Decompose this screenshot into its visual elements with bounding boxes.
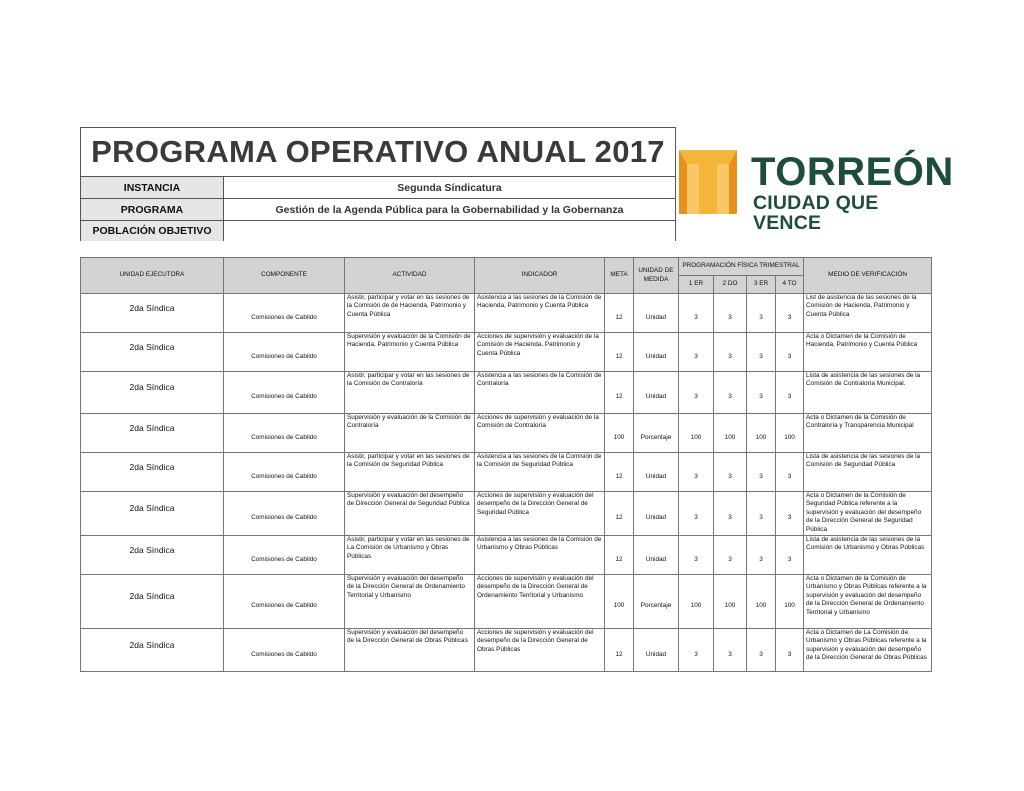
cell-unidad-medida: Unidad [634,629,679,672]
cell-meta: 12 [605,629,634,672]
table-row [81,414,932,453]
table-row [81,536,932,575]
cell-unidad-medida: Unidad [634,536,679,575]
cell-medio: Acta o Dictamen de la Comisión de Seguridad Pública referente a la supervisión y evaluación del desempeño de la Dirección General de Seguridad Pública [804,492,932,536]
unidad-label: 2da Síndica [129,422,175,433]
cell-meta: 100 [605,575,634,629]
header-row-poblacion [81,221,675,241]
col-header-q1: 1 ER [679,276,714,294]
torreon-logo [679,148,954,234]
cell-q3: 3 [747,294,776,333]
cell-q3: 100 [747,414,776,453]
cell-unidad-medida: Porcentaje [634,575,679,629]
cell-medio: Lista de asistencia de las sesiones de la Comisión de Contraloría Municipal. [804,372,932,414]
table-row [81,333,932,372]
cell-actividad: Supervisión y evaluación de la Comisión de Contraloría [345,414,475,453]
unidad-label: 2da Síndica [129,544,175,555]
cell-medio: Lista de asistencia de las sesiones de la Comisión de Seguridad Pública [804,453,932,492]
unidad-label: 2da Síndica [129,503,175,514]
cell-medio: Acta o Dictamen de La Comisión de Urbanismo y Obras Públicas referente a la supervisión y evaluación del desempeño de la Dirección General de Obras Públicas [804,629,932,672]
cell-q1: 100 [679,414,714,453]
unidad-label: 2da Síndica [129,302,175,313]
cell-q2: 3 [714,294,747,333]
cell-q3: 3 [747,453,776,492]
cell-componente: Comisiones de Cabildo [224,629,345,672]
col-header-actividad: ACTIVIDAD [345,258,475,294]
cell-q4: 3 [776,372,804,414]
cell-q2: 3 [714,492,747,536]
col-header-unidad: UNIDAD EJECUTORA [81,258,224,294]
cell-unidad [81,333,224,372]
cell-actividad: Asistir, participar y votar en las sesiones de La Comisión de Urbanismo y Obras Públicas [345,536,475,575]
cell-q2: 100 [714,414,747,453]
cell-unidad-medida: Unidad [634,333,679,372]
cell-actividad: Asistir, participar y votar en las sesiones de la Comisión de Seguridad Pública [345,453,475,492]
cell-meta: 12 [605,492,634,536]
col-header-medio: MEDIO DE VERIFICACIÓN [804,258,932,294]
cell-unidad [81,575,224,629]
cell-q4: 3 [776,294,804,333]
cell-actividad: Supervisión y evaluación del desempeño de la Dirección General de Ordenamiento Territorial y Urbanismo [345,575,475,629]
cell-q2: 100 [714,575,747,629]
col-header-indicador: INDICADOR [475,258,605,294]
cell-q3: 3 [747,372,776,414]
cell-unidad-medida: Unidad [634,372,679,414]
cell-q1: 3 [679,629,714,672]
cell-q4: 3 [776,629,804,672]
cell-meta: 12 [605,294,634,333]
header-label: INSTANCIA [81,177,224,198]
header-value: Gestión de la Agenda Pública para la Gobernabilidad y la Gobernanza [275,203,624,216]
cell-q3: 100 [747,575,776,629]
header-row-instancia [81,177,675,199]
cell-componente: Comisiones de Cabildo [224,492,345,536]
cell-unidad-medida: Unidad [634,453,679,492]
program-table [80,257,932,672]
torreon-logo-mark-icon [679,150,737,214]
cell-meta: 12 [605,333,634,372]
cell-medio: Lista de asistencia de las sesiones de la Comisión de Urbanismo y Obras Públicas [804,536,932,575]
cell-meta: 100 [605,414,634,453]
cell-q1: 3 [679,333,714,372]
cell-unidad-medida: Unidad [634,294,679,333]
col-header-q2: 2 DO [714,276,747,294]
cell-unidad [81,536,224,575]
cell-actividad: Supervisión y evaluación del desempeño de Dirección General de Seguridad Pública [345,492,475,536]
col-header-meta: META [605,258,634,294]
header-row-programa [81,199,675,221]
cell-indicador: Asistencia a las sesiones de la Comisión de Urbanismo y Obras Públicas [475,536,605,575]
cell-q3: 3 [747,536,776,575]
cell-componente: Comisiones de Cabildo [224,453,345,492]
header-value [224,221,675,241]
cell-unidad [81,492,224,536]
cell-q3: 3 [747,629,776,672]
cell-q4: 3 [776,492,804,536]
cell-q2: 3 [714,333,747,372]
cell-indicador: Acciones de supervisión y evaluación de la Comisión de Hacienda, Patrimonio y Cuenta Pública [475,333,605,372]
cell-indicador: Acciones de supervisión y evaluación del desempeño de la Dirección General de Seguridad Pública [475,492,605,536]
logo-wordmark: TORREÓN [751,150,954,194]
cell-q4: 3 [776,536,804,575]
cell-q4: 3 [776,453,804,492]
page-title: PROGRAMA OPERATIVO ANUAL 2017 [81,128,675,177]
cell-q2: 3 [714,629,747,672]
cell-unidad [81,414,224,453]
cell-componente: Comisiones de Cabildo [224,414,345,453]
cell-q4: 3 [776,333,804,372]
cell-q1: 3 [679,492,714,536]
cell-q1: 3 [679,372,714,414]
header-label: PROGRAMA [81,199,224,220]
cell-unidad [81,294,224,333]
cell-q1: 3 [679,453,714,492]
unidad-label: 2da Síndica [129,341,175,352]
cell-indicador: Acciones de supervisión y evaluación de la Comisión de Contraloría [475,414,605,453]
cell-medio: Acta o Dictamen de la Comisión de Hacienda, Patrimonio y Cuenta Pública [804,333,932,372]
cell-medio: Acta o Dictamen de la Comisión de Urbanismo y Obras Públicas referente a la supervisión y evaluación del desempeño de la Dirección General de Ordenamiento Territorial y Urbanismo [804,575,932,629]
cell-q1: 3 [679,536,714,575]
cell-unidad [81,453,224,492]
cell-indicador: Asistencia a las sesiones de la Comisión de Hacienda, Patrimonio y Cuenta Pública [475,294,605,333]
table-row [81,492,932,536]
col-header-q3: 3 ER [747,276,776,294]
cell-unidad-medida: Unidad [634,492,679,536]
cell-indicador: Acciones de supervisión y evaluación del desempeño de la Dirección General de Obras Públicas [475,629,605,672]
cell-q1: 3 [679,294,714,333]
unidad-label: 2da Síndica [129,591,175,602]
cell-actividad: Asistir, participar y votar en las sesiones de la Comisión de Contraloría [345,372,475,414]
table-row [81,629,932,672]
cell-indicador: Acciones de supervisión y evaluación del desempeño de la Dirección General de Ordenamiento Territorial y Urbanismo [475,575,605,629]
table-row [81,453,932,492]
cell-q2: 3 [714,372,747,414]
cell-meta: 12 [605,453,634,492]
col-header-programacion: PROGRAMACIÓN FÍSICA TRIMESTRAL [679,258,804,276]
cell-q4: 100 [776,414,804,453]
col-header-q4: 4 TO [776,276,804,294]
table-row [81,575,932,629]
cell-componente: Comisiones de Cabildo [224,294,345,333]
cell-componente: Comisiones de Cabildo [224,372,345,414]
logo-tagline: CIUDAD QUE VENCE [753,192,879,234]
unidad-label: 2da Síndica [129,382,175,393]
header-label: POBLACIÓN OBJETIVO [81,221,224,241]
cell-componente: Comisiones de Cabildo [224,333,345,372]
cell-q3: 3 [747,333,776,372]
unidad-label: 2da Síndica [129,461,175,472]
col-header-componente: COMPONENTE [224,258,345,294]
cell-meta: 12 [605,372,634,414]
cell-componente: Comisiones de Cabildo [224,536,345,575]
unidad-label: 2da Síndica [129,639,175,650]
cell-unidad [81,372,224,414]
cell-componente: Comisiones de Cabildo [224,575,345,629]
table-row [81,294,932,333]
col-header-unidad-medida: UNIDAD DE MEDIDA [634,258,679,294]
cell-q1: 100 [679,575,714,629]
cell-unidad [81,629,224,672]
cell-unidad-medida: Porcentaje [634,414,679,453]
cell-actividad: Supervisión y evaluación del desempeño de la Dirección General de Obras Públicas [345,629,475,672]
cell-actividad: Supervisión y evaluación de la Comisión de Hacienda, Patrimonio y Cuenta Pública [345,333,475,372]
cell-actividad: Asistir, participar y votar en las sesiones de la Comisión de de Hacienda, Patrimonio y Cuenta Pública [345,294,475,333]
cell-medio: List de asistencia de las sesiones de la Comisión de Hacienda, Patrimonio y Cuenta Pública [804,294,932,333]
cell-medio: Acta o Dictamen de la Comisión de Contraloría y Transparencia Municipal [804,414,932,453]
program-header [80,127,676,241]
table-row [81,372,932,414]
cell-meta: 12 [605,536,634,575]
cell-indicador: Asistencia a las sesiones de la Comisión de la Comisión de Seguridad Pública [475,453,605,492]
cell-q2: 3 [714,453,747,492]
cell-q3: 3 [747,492,776,536]
header-value: Segunda Síndicatura [397,181,502,194]
cell-q2: 3 [714,536,747,575]
cell-q4: 100 [776,575,804,629]
cell-indicador: Asistencia a las sesiones de la Comisión de Contraloría [475,372,605,414]
